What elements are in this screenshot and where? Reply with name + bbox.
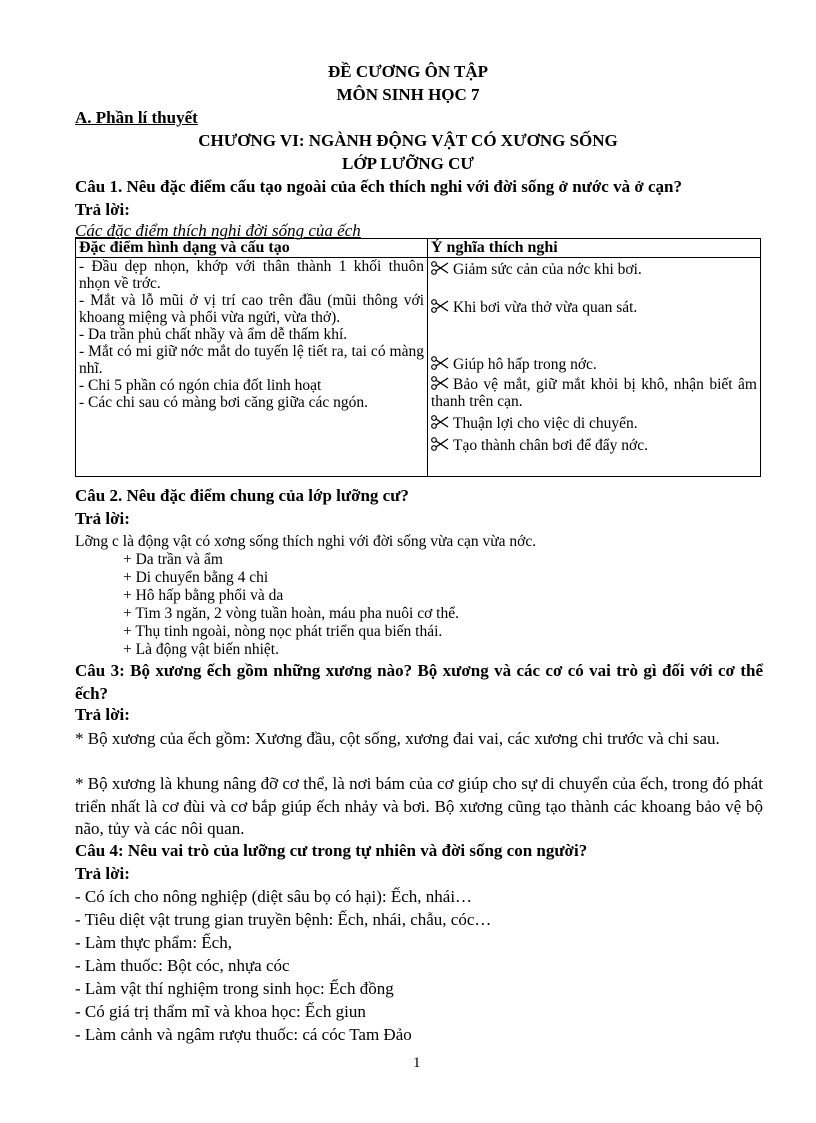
table-caption: Các đặc điểm thích nghi đời sống của ếch <box>75 221 361 240</box>
traits-cell <box>76 258 428 477</box>
question-3: Câu 3: Bộ xương ếch gồm những xương nào? Bộ xương và các cơ có vai trò gì đối với cơ thể ếch? <box>75 661 763 703</box>
meaning-item <box>431 299 757 316</box>
q4-list-item: - Làm vật thí nghiệm trong sinh học: Ếch đồng <box>75 979 394 998</box>
trait-item: - Các chi sau có màng bơi căng giữa các ngón. <box>79 394 369 411</box>
meaning-text: Giảm sức cản của nớc khi bơi. <box>453 261 642 278</box>
q2-list-item: + Tim 3 ngăn, 2 vòng tuần hoàn, máu pha nuôi cơ thể. <box>123 605 459 622</box>
answer-label-3: Trả lời: <box>75 705 130 724</box>
answer-label-1: Trả lời: <box>75 200 130 219</box>
class-heading: LỚP LƯỠNG CƯ <box>342 154 474 173</box>
chapter-heading: CHƯƠNG VI: NGÀNH ĐỘNG VẬT CÓ XƯƠNG SỐNG <box>198 131 618 150</box>
trait-item: - Mắt và lỗ mũi ở vị trí cao trên đầu (mũi thông với khoang miệng và phổi vừa ngửi, vừa thở). <box>79 292 424 326</box>
section-heading: A. Phần lí thuyết <box>75 108 198 127</box>
q2-list-item: + Thụ tinh ngoài, nòng nọc phát triển qua biến thái. <box>123 623 443 640</box>
scissors-icon <box>431 415 449 429</box>
answer-label-2: Trả lời: <box>75 509 130 528</box>
q4-list-item: - Làm thuốc: Bột cóc, nhựa cóc <box>75 956 290 975</box>
trait-item: - Mắt có mi giữ nớc mắt do tuyến lệ tiết ra, tai có màng nhĩ. <box>79 343 424 377</box>
meaning-text: Giúp hô hấp trong nớc. <box>453 356 597 373</box>
q2-intro: Lỡng c là động vật có xơng sống thích nghi với đời sống vừa cạn vừa nớc. <box>75 533 537 550</box>
scissors-icon <box>431 437 449 451</box>
q4-list-item: - Có giá trị thẩm mĩ và khoa học: Ếch giun <box>75 1002 366 1021</box>
meaning-text: Khi bơi vừa thở vừa quan sát. <box>453 299 638 316</box>
table-header-meaning: Ý nghĩa thích nghi <box>428 239 761 258</box>
q3-answer-para: * Bộ xương là khung nâng đỡ cơ thể, là nơi bám của cơ giúp cho sự di chuyển của ếch, trong đó phát triển nhất là cơ đùi và cơ bắp giúp ếch nhảy và bơi. Bộ xương cũng tạo thành các khoang bảo vệ bộ não, tủy và các nôi quan. <box>75 774 763 838</box>
page-number: 1 <box>413 1055 421 1071</box>
doc-title-line1: ĐỀ CƯƠNG ÔN TẬP <box>327 62 489 81</box>
q3-answer-para: * Bộ xương của ếch gồm: Xương đầu, cột sống, xương đai vai, các xương chi trước và chi sau. <box>75 729 720 748</box>
q2-list-item: + Di chuyển bằng 4 chi <box>123 569 269 586</box>
q4-list-item: - Làm cảnh và ngâm rượu thuốc: cá cóc Tam Đảo <box>75 1025 412 1044</box>
q4-list-item: - Tiêu diệt vật trung gian truyền bệnh: Ếch, nhái, chẫu, cóc… <box>75 910 492 929</box>
question-4: Câu 4: Nêu vai trò của lưỡng cư trong tự nhiên và đời sống con người? <box>75 841 588 860</box>
trait-item: - Chi 5 phần có ngón chia đốt linh hoạt <box>79 377 322 394</box>
q2-list-item: + Da trần và ẩm <box>123 551 223 568</box>
meaning-item <box>431 415 757 432</box>
doc-title-line2: MÔN SINH HỌC 7 <box>336 85 480 104</box>
meaning-text: Bảo vệ mắt, giữ mắt khỏi bị khô, nhận biết âm thanh trên cạn. <box>431 376 757 410</box>
meaning-item <box>431 356 757 373</box>
meaning-item <box>431 376 757 410</box>
scissors-icon <box>431 261 449 275</box>
scissors-icon <box>431 356 449 370</box>
q4-list-item: - Làm thực phẩm: Ếch, <box>75 933 232 952</box>
question-2: Câu 2. Nêu đặc điểm chung của lớp lưỡng cư? <box>75 486 409 505</box>
meaning-item <box>431 437 757 454</box>
answer-label-4: Trả lời: <box>75 864 130 883</box>
scissors-icon <box>431 376 449 390</box>
table-header-traits: Đặc điểm hình dạng và cấu tạo <box>76 239 428 258</box>
question-1: Câu 1. Nêu đặc điểm cấu tạo ngoài của ếch thích nghi với đời sống ở nước và ở cạn? <box>75 177 682 196</box>
q2-list-item: + Là động vật biến nhiệt. <box>123 641 279 658</box>
meaning-text: Thuận lợi cho việc di chuyển. <box>453 415 638 432</box>
q4-list-item: - Có ích cho nông nghiệp (diệt sâu bọ có hại): Ếch, nhái… <box>75 887 473 906</box>
meaning-cell <box>428 258 761 477</box>
trait-item: - Đầu dẹp nhọn, khớp với thân thành 1 khối thuôn nhọn về trớc. <box>79 258 424 292</box>
scissors-icon <box>431 299 449 313</box>
q2-list-item: + Hô hấp bằng phổi và da <box>123 587 284 604</box>
table-body-row <box>76 258 761 477</box>
trait-item: - Da trần phủ chất nhầy và ẩm dễ thấm khí. <box>79 326 348 343</box>
traits-table <box>75 238 761 477</box>
meaning-text: Tạo thành chân bơi để đẩy nớc. <box>453 437 649 454</box>
table-header-row <box>76 239 761 258</box>
meaning-item <box>431 261 757 278</box>
